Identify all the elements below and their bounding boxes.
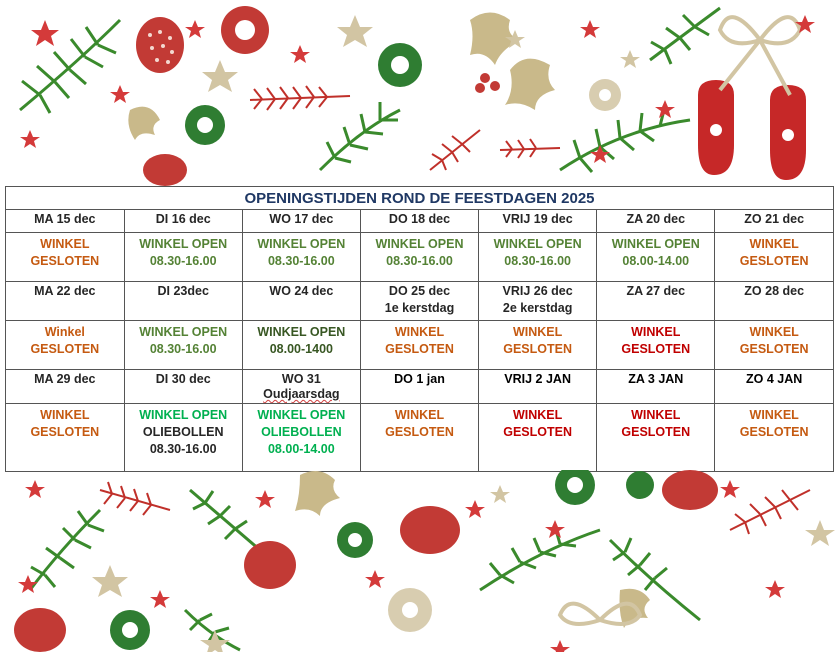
status-cell xyxy=(360,233,478,282)
status-line: WINKEL OPEN xyxy=(375,237,464,251)
day-label: WO 17 dec xyxy=(269,212,334,226)
status-line: GESLOTEN xyxy=(503,425,573,439)
status-line: WINKEL OPEN xyxy=(139,237,228,251)
day-note: 2e kerstdag xyxy=(502,301,573,315)
day-cell xyxy=(124,210,242,233)
day-row-week1 xyxy=(6,210,833,233)
day-cell xyxy=(6,210,124,233)
day-cell xyxy=(242,370,360,404)
status-line: 08.00-14.00 xyxy=(622,254,690,268)
day-label: DO 18 dec xyxy=(388,212,451,226)
status-cell xyxy=(715,321,833,370)
status-line: WINKEL xyxy=(40,237,90,251)
status-line: WINKEL OPEN xyxy=(139,408,228,422)
status-cell xyxy=(360,321,478,370)
day-label: WO 24 dec xyxy=(269,284,334,298)
status-line: GESLOTEN xyxy=(385,342,454,356)
day-cell xyxy=(715,282,833,321)
day-cell xyxy=(360,370,478,404)
christmas-decoration-top xyxy=(0,0,840,186)
status-line: 08.30-16.00 xyxy=(149,254,217,268)
status-line: GESLOTEN xyxy=(739,342,809,356)
status-cell xyxy=(6,233,124,282)
pine-branch-icon xyxy=(560,110,690,172)
berry-icon xyxy=(475,73,500,93)
status-line: 08.30-16.00 xyxy=(504,254,571,268)
day-row-week3 xyxy=(6,370,833,404)
day-label: ZA 27 dec xyxy=(626,284,686,298)
status-line: WINKEL OPEN xyxy=(139,325,228,339)
day-cell xyxy=(597,210,715,233)
day-label: DI 16 dec xyxy=(155,212,211,226)
status-line: 08.30-16.00 xyxy=(267,254,335,268)
status-line: GESLOTEN xyxy=(30,342,100,356)
opening-hours-schedule xyxy=(5,186,834,472)
status-line: WINKEL xyxy=(394,325,445,339)
status-cell xyxy=(124,233,242,282)
day-label: DI 23dec xyxy=(157,284,209,298)
day-cell xyxy=(479,282,597,321)
day-label: DI 30 dec xyxy=(155,372,211,386)
status-line: GESLOTEN xyxy=(503,342,573,356)
day-cell xyxy=(715,370,833,404)
status-line: GESLOTEN xyxy=(621,425,691,439)
status-line: WINKEL xyxy=(749,408,799,422)
status-line: WINKEL xyxy=(40,408,90,422)
schedule-title: OPENINGSTIJDEN ROND DE FEESTDAGEN 2025 xyxy=(6,187,833,210)
christmas-decoration-bottom xyxy=(0,470,840,652)
status-line: GESLOTEN xyxy=(621,342,691,356)
status-line: OLIEBOLLEN xyxy=(142,425,224,439)
status-line: 08.30-16.00 xyxy=(149,442,217,456)
pine-cone-icon xyxy=(136,17,187,186)
status-line: WINKEL xyxy=(631,408,681,422)
status-cell xyxy=(479,404,597,472)
status-cell xyxy=(6,321,124,370)
day-label: MA 15 dec xyxy=(34,212,96,226)
status-line: WINKEL OPEN xyxy=(611,237,700,251)
flower-icon xyxy=(185,6,621,145)
day-cell xyxy=(360,282,478,321)
status-line: GESLOTEN xyxy=(385,425,454,439)
status-row-week2 xyxy=(6,321,833,370)
status-line: OLIEBOLLEN xyxy=(261,425,342,439)
day-cell xyxy=(6,282,124,321)
status-cell xyxy=(597,404,715,472)
status-cell xyxy=(479,321,597,370)
status-cell xyxy=(124,321,242,370)
status-line: WINKEL OPEN xyxy=(493,237,582,251)
status-line: WINKEL xyxy=(631,325,681,339)
schedule-table xyxy=(6,210,833,471)
day-label: VRIJ 2 JAN xyxy=(504,372,571,386)
status-cell xyxy=(597,233,715,282)
status-line: WINKEL OPEN xyxy=(257,237,346,251)
status-line: GESLOTEN xyxy=(739,254,809,268)
status-row-week1 xyxy=(6,233,833,282)
status-line: GESLOTEN xyxy=(30,425,100,439)
day-label: ZO 4 JAN xyxy=(746,372,803,386)
status-line: WINKEL xyxy=(512,408,563,422)
status-cell xyxy=(715,404,833,472)
day-cell xyxy=(479,210,597,233)
day-cell xyxy=(479,370,597,404)
day-row-week2 xyxy=(6,282,833,321)
status-cell xyxy=(360,404,478,472)
day-cell xyxy=(124,370,242,404)
status-cell xyxy=(479,233,597,282)
day-label: VRIJ 26 dec xyxy=(502,284,573,298)
day-cell xyxy=(242,282,360,321)
status-line: WINKEL OPEN xyxy=(257,325,346,339)
day-cell xyxy=(360,210,478,233)
day-label: DO 25 dec xyxy=(388,284,451,298)
day-label: ZA 3 JAN xyxy=(628,372,684,386)
status-line: WINKEL xyxy=(749,237,799,251)
status-cell xyxy=(6,404,124,472)
day-cell xyxy=(242,210,360,233)
status-line: WINKEL xyxy=(512,325,563,339)
status-cell xyxy=(124,404,242,472)
status-line: GESLOTEN xyxy=(739,425,809,439)
status-cell xyxy=(715,233,833,282)
day-label: ZO 28 dec xyxy=(744,284,805,298)
day-label: VRIJ 19 dec xyxy=(502,212,573,226)
status-cell xyxy=(242,404,360,472)
status-line: 08.00-14.00 xyxy=(267,442,335,456)
day-label: WO 31 xyxy=(281,372,321,386)
status-cell xyxy=(597,321,715,370)
day-note: Oudjaarsdag xyxy=(263,387,340,401)
status-line: WINKEL xyxy=(394,408,445,422)
status-row-week3 xyxy=(6,404,833,472)
status-line: WINKEL OPEN xyxy=(257,408,346,422)
status-line: GESLOTEN xyxy=(30,254,100,268)
day-label: DO 1 jan xyxy=(394,372,445,386)
day-cell xyxy=(124,282,242,321)
day-label: ZA 20 dec xyxy=(626,212,686,226)
day-label: MA 29 dec xyxy=(34,372,96,386)
bow-icon xyxy=(720,17,800,95)
status-cell xyxy=(242,321,360,370)
status-line: 08.30-16.00 xyxy=(386,254,453,268)
day-label: ZO 21 dec xyxy=(744,212,805,226)
pine-branch-icon xyxy=(320,102,400,170)
day-cell xyxy=(597,370,715,404)
day-cell xyxy=(715,210,833,233)
status-cell xyxy=(242,233,360,282)
status-line: Winkel xyxy=(44,325,85,339)
pine-branch-icon xyxy=(650,8,720,64)
day-cell xyxy=(6,370,124,404)
day-cell xyxy=(597,282,715,321)
day-label: MA 22 dec xyxy=(34,284,96,298)
day-note: 1e kerstdag xyxy=(384,301,455,315)
pine-branch-icon xyxy=(20,20,120,113)
status-line: 08.30-16.00 xyxy=(149,342,217,356)
status-line: WINKEL xyxy=(749,325,799,339)
status-line: 08.00-1400 xyxy=(269,342,333,356)
